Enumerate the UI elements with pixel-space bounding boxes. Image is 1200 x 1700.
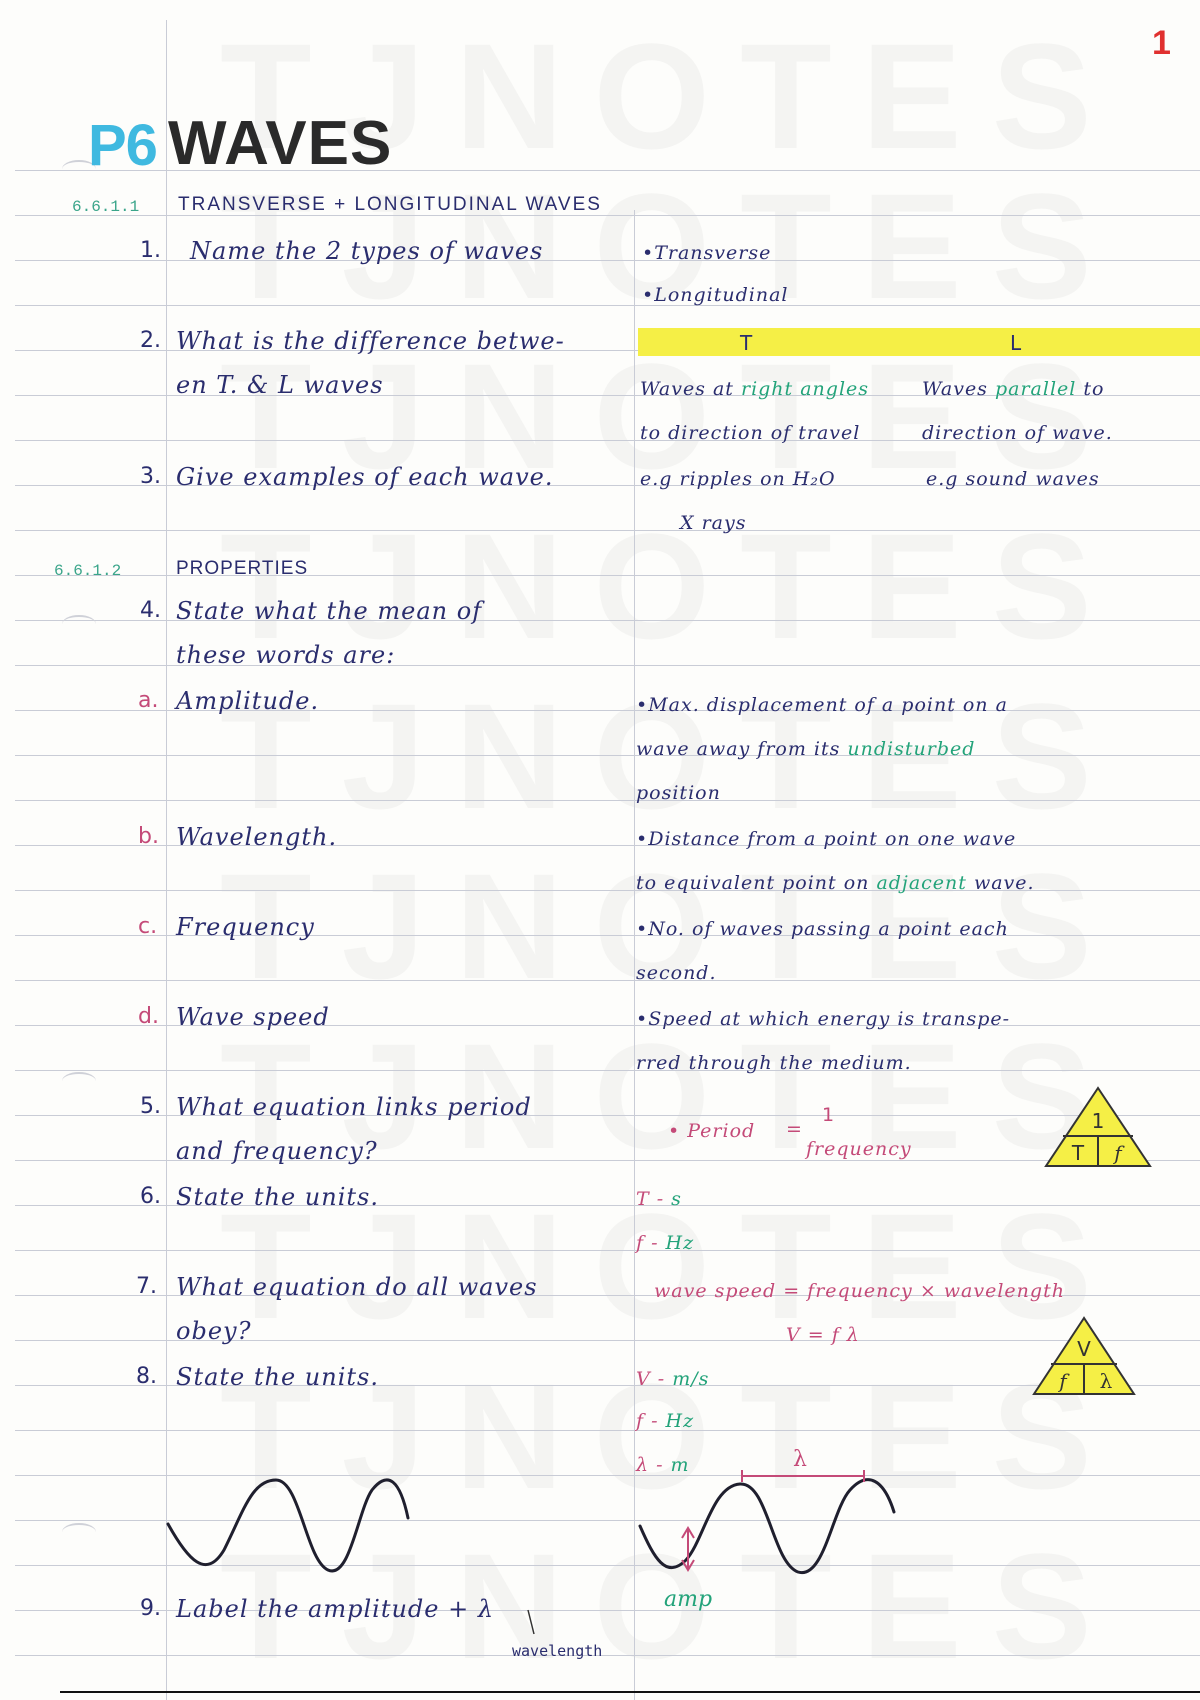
wave-diagram-unlabelled xyxy=(168,1480,408,1571)
equation-lhs: • Period xyxy=(668,1120,756,1142)
question-text: State what the mean of xyxy=(176,597,483,625)
unit-line: λ - m xyxy=(636,1454,690,1476)
topic-code: P6 xyxy=(88,113,157,178)
question-number: 3. xyxy=(140,464,161,489)
question-text: and frequency? xyxy=(176,1137,378,1165)
section-code: 6.6.1.2 xyxy=(54,562,122,580)
definition-line: •No. of waves passing a point each xyxy=(636,918,1009,940)
definition-line: rred through the medium. xyxy=(636,1052,912,1074)
unit-line: f - Hz xyxy=(636,1232,695,1254)
answer-cell-transverse: to direction of travel xyxy=(640,422,861,444)
section-code: 6.6.1.1 xyxy=(72,198,140,216)
definition-line: •Distance from a point on one wave xyxy=(636,828,1017,850)
answer-cell-longitudinal: direction of wave. xyxy=(922,422,1113,444)
subquestion-letter: a. xyxy=(138,688,159,713)
answer-cell-longitudinal: Waves parallel to xyxy=(922,378,1105,400)
answer-line: •Longitudinal xyxy=(642,284,789,306)
question-text: State the units. xyxy=(176,1183,379,1211)
question-text: What equation do all waves xyxy=(176,1273,538,1301)
triangle-label: f xyxy=(1059,1369,1067,1393)
question-text: What equation links period xyxy=(176,1093,532,1121)
triangle-label: 1 xyxy=(1091,1109,1105,1133)
wavelength-label: λ xyxy=(793,1447,807,1472)
section-heading: PROPERTIES xyxy=(176,558,309,579)
question-number: 9. xyxy=(140,1596,161,1621)
wave-equation-symbols: V = f λ xyxy=(786,1324,860,1346)
definition-line: •Max. displacement of a point on a xyxy=(636,694,1008,716)
question-number: 5. xyxy=(140,1094,161,1119)
question-text: obey? xyxy=(176,1317,252,1345)
term: Frequency xyxy=(176,913,315,941)
definition-line: to equivalent point on adjacent wave. xyxy=(636,872,1035,894)
subquestion-letter: d. xyxy=(138,1004,159,1029)
question-text: Give examples of each wave. xyxy=(176,463,554,491)
answer-line: •Transverse xyxy=(642,242,772,264)
definition-line: •Speed at which energy is transpe- xyxy=(636,1008,1011,1030)
annotation-pointer xyxy=(528,1610,534,1634)
question-text: State the units. xyxy=(176,1363,379,1391)
subquestion-letter: c. xyxy=(138,914,158,939)
unit-line: f - Hz xyxy=(636,1410,695,1432)
section-heading: TRANSVERSE + LONGITUDINAL WAVES xyxy=(178,194,602,215)
definition-line: second. xyxy=(636,962,717,984)
wave-equation-words: wave speed = frequency × wavelength xyxy=(654,1280,1065,1302)
example-transverse: X rays xyxy=(680,512,747,534)
question-number: 7. xyxy=(136,1274,157,1299)
wave-diagram-labelled xyxy=(640,1480,894,1573)
term: Amplitude. xyxy=(176,687,320,715)
fraction-numerator: 1 xyxy=(822,1104,835,1126)
amplitude-label: amp xyxy=(664,1587,713,1612)
question-text: Name the 2 types of waves xyxy=(190,237,544,265)
definition-line: wave away from its undisturbed xyxy=(636,738,976,760)
unit-line: T - s xyxy=(636,1188,682,1210)
example-transverse: e.g ripples on H₂O xyxy=(640,468,836,490)
term: Wave speed xyxy=(176,1003,330,1031)
table-col-transverse: T xyxy=(740,331,753,355)
triangle-label: V xyxy=(1077,1337,1091,1361)
question-text: en T. & L waves xyxy=(176,371,384,399)
question-text: these words are: xyxy=(176,641,396,669)
triangle-label: T xyxy=(1071,1141,1085,1165)
triangle-label: λ xyxy=(1099,1369,1113,1393)
answer-cell-transverse: Waves at right angles xyxy=(640,378,870,400)
page-title: WAVES xyxy=(168,109,393,178)
question-number: 4. xyxy=(140,598,161,623)
question-number: 2. xyxy=(140,328,161,353)
table-col-longitudinal: L xyxy=(1010,331,1022,355)
subquestion-letter: b. xyxy=(138,824,159,849)
question-number: 8. xyxy=(136,1364,157,1389)
definition-line: position xyxy=(636,782,721,804)
fraction-denominator: frequency xyxy=(806,1138,912,1160)
question-number: 1. xyxy=(140,238,161,263)
example-longitudinal: e.g sound waves xyxy=(926,468,1100,490)
question-text: What is the difference betwe- xyxy=(176,327,565,355)
page-number: 1 xyxy=(1152,24,1171,62)
wavelength-annotation: wavelength xyxy=(512,1642,603,1660)
question-number: 6. xyxy=(140,1184,161,1209)
term: Wavelength. xyxy=(176,823,338,851)
question-text: Label the amplitude + λ xyxy=(176,1595,495,1623)
equation-equals: = xyxy=(786,1118,802,1140)
unit-line: V - m/s xyxy=(636,1368,710,1390)
triangle-label: f xyxy=(1114,1141,1122,1165)
